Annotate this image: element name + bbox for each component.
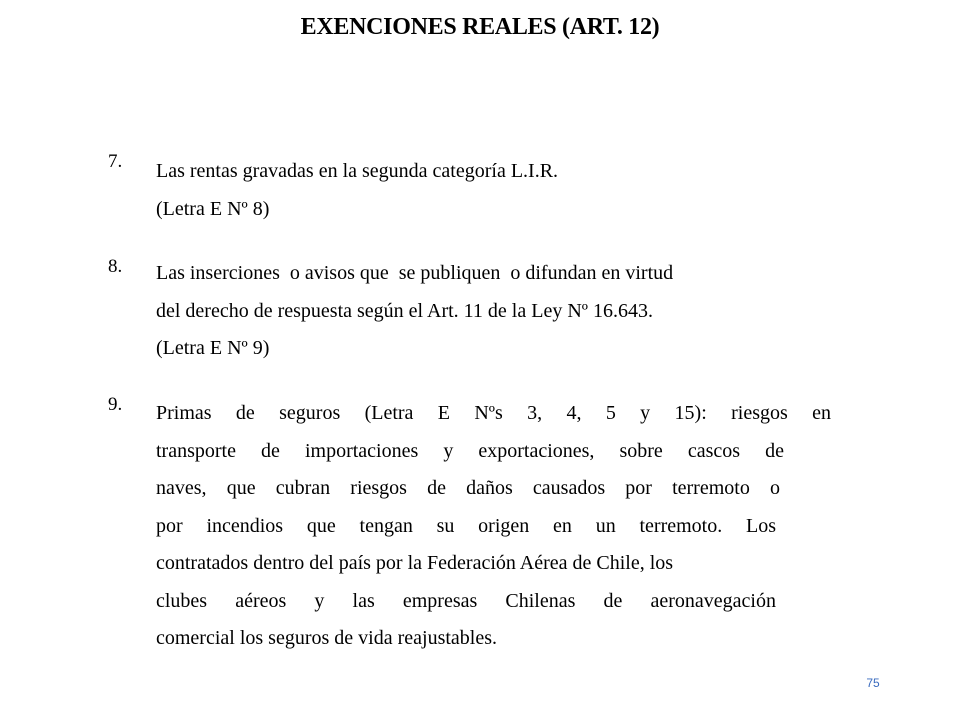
item-number: 8. xyxy=(108,256,123,277)
item-text xyxy=(156,255,673,368)
item-text-line: contratados dentro del país por la Federación Aérea de Chile, los xyxy=(156,552,674,574)
item-text-line: (Letra E Nº 9) xyxy=(156,337,270,359)
page-title: EXENCIONES REALES (ART. 12) xyxy=(300,14,660,40)
item-text-line: por incendios que tengan su origen en un terremoto. Los xyxy=(156,514,776,537)
item-text-line: clubes aéreos y las empresas Chilenas de aeronavegación xyxy=(156,589,776,612)
item-text xyxy=(156,153,558,228)
item-text-line: Primas de seguros (Letra E Nºs 3, 4, 5 y 15): riesgos en xyxy=(156,402,831,424)
item-text-line: (Letra E Nº 8) xyxy=(156,197,270,220)
item-number: 9. xyxy=(108,394,123,415)
item-text xyxy=(156,395,831,658)
item-text-line: Las inserciones o avisos que se publiquen o difundan en virtud xyxy=(156,262,674,284)
item-text-line: del derecho de respuesta según el Art. 11 de la Ley Nº 16.643. xyxy=(156,299,653,322)
item-text-line: comercial los seguros de vida reajustables. xyxy=(156,627,497,649)
item-text-line: naves, que cubran riesgos de daños causados por terremoto o xyxy=(156,477,780,499)
item-text-line: transporte de importaciones y exportaciones, sobre cascos de xyxy=(156,439,784,462)
page-number: 75 xyxy=(866,676,880,690)
item-text-line: Las rentas gravadas en la segunda categoría L.I.R. xyxy=(156,160,559,182)
item-number: 7. xyxy=(108,151,123,172)
